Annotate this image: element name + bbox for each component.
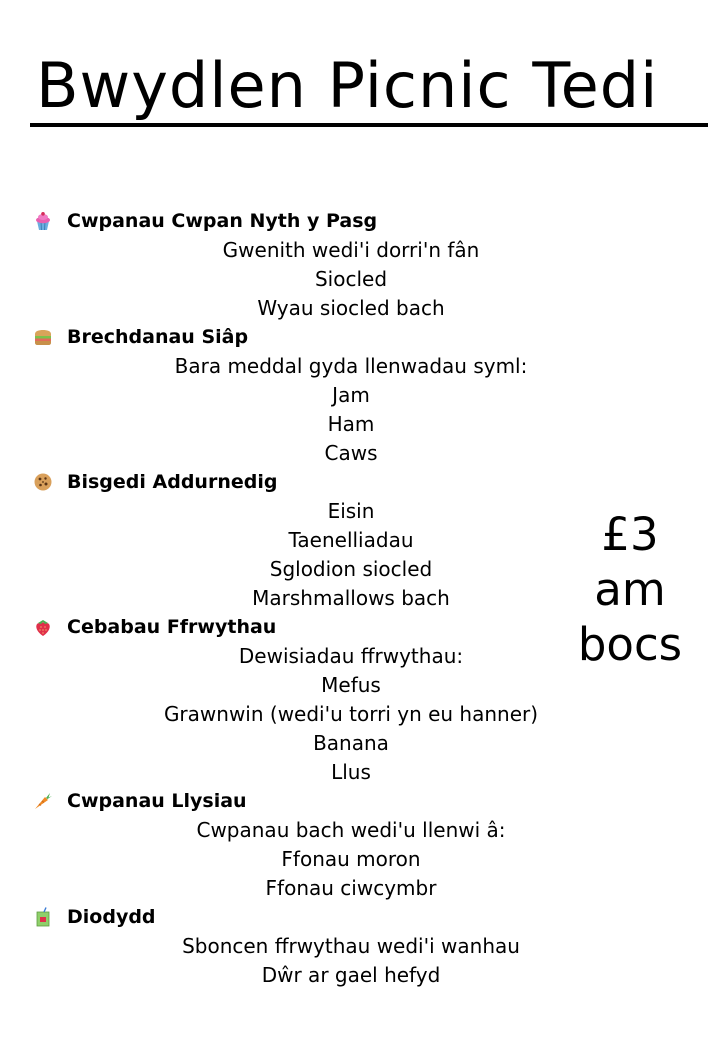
price-amount: £3 <box>601 508 659 561</box>
list-item: Llus <box>331 760 371 784</box>
list-item: Jam <box>332 383 370 407</box>
price-per: am <box>594 563 666 616</box>
list-item: Bara meddal gyda llenwadau syml: <box>174 354 528 378</box>
list-item: Caws <box>324 441 378 465</box>
list-item: Taenelliadau <box>288 528 414 552</box>
strawberry-icon <box>33 617 53 637</box>
list-item: Mefus <box>321 673 381 697</box>
list-item: Grawnwin (wedi'u torri yn eu hanner) <box>163 702 539 726</box>
section-heading-label: Brechdanau Siâp <box>67 326 249 348</box>
list-item: Ffonau ciwcymbr <box>265 876 437 900</box>
list-item: Dewisiadau ffrwythau: <box>238 644 464 668</box>
cupcake-icon <box>33 211 53 231</box>
title-underline <box>30 123 708 127</box>
section-heading <box>0 903 720 932</box>
section-heading <box>0 323 720 352</box>
price-unit: bocs <box>577 618 683 671</box>
juice-box-icon <box>33 907 53 927</box>
cookie-icon <box>33 472 53 492</box>
list-item: Gwenith wedi'i dorri'n fân <box>222 238 480 262</box>
list-item: Eisin <box>327 499 375 523</box>
section-heading-label: Bisgedi Addurnedig <box>67 471 278 493</box>
section-heading <box>0 207 720 236</box>
list-item: Sboncen ffrwythau wedi'i wanhau <box>182 934 520 958</box>
section-heading-label: Cwpanau Cwpan Nyth y Pasg <box>67 210 378 232</box>
list-item: Ffonau moron <box>281 847 421 871</box>
list-item: Cwpanau bach wedi'u llenwi â: <box>196 818 506 842</box>
section-heading-label: Cwpanau Llysiau <box>67 790 247 812</box>
list-item: Marshmallows bach <box>252 586 450 610</box>
price-label <box>560 507 700 672</box>
list-item: Banana <box>313 731 389 755</box>
list-item: Sglodion siocled <box>269 557 433 581</box>
carrot-icon <box>33 791 53 811</box>
section-heading <box>0 468 720 497</box>
list-item: Wyau siocled bach <box>257 296 445 320</box>
list-item: Dŵr ar gael hefyd <box>261 963 441 987</box>
list-item: Siocled <box>314 267 388 291</box>
list-item: Ham <box>327 412 375 436</box>
page-title: Bwydlen Picnic Tedi <box>36 49 659 122</box>
section-heading-label: Diodydd <box>67 906 156 928</box>
section-heading-label: Cebabau Ffrwythau <box>67 616 277 638</box>
sandwich-icon <box>33 327 53 347</box>
section-heading <box>0 787 720 816</box>
